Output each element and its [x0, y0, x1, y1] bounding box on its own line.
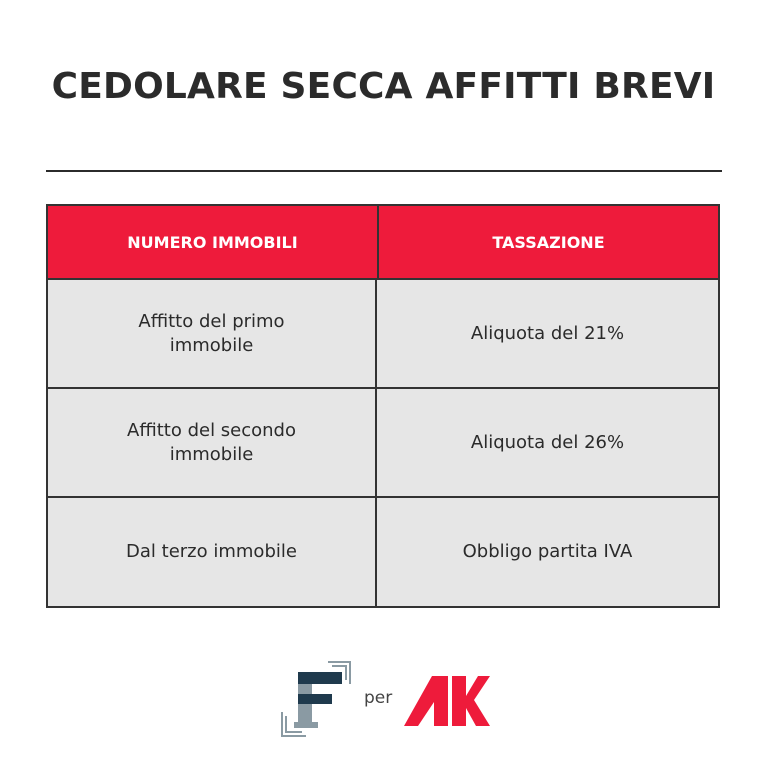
table-row — [48, 389, 718, 498]
tax-table — [46, 204, 720, 608]
cell-immobili-line1: Affitto del secondo — [127, 419, 296, 441]
table-header-row — [48, 206, 718, 280]
header-tassazione: TASSAZIONE — [492, 232, 605, 252]
footer-logos — [0, 650, 767, 750]
cell-immobili — [48, 498, 377, 606]
ak-logo-icon — [404, 672, 490, 728]
cell-immobili-line1: Dal terzo immobile — [126, 541, 297, 562]
header-numero-immobili: NUMERO IMMOBILI — [48, 206, 379, 278]
title-divider — [46, 170, 722, 172]
table-row — [48, 498, 718, 606]
cell-tassazione: Obbligo partita IVA — [462, 541, 633, 562]
cell-immobili — [48, 280, 377, 387]
f-logo-icon — [278, 656, 354, 740]
cell-immobili-line2: immobile — [169, 443, 254, 465]
cell-tassazione: Aliquota del 21% — [470, 322, 625, 344]
cell-immobili-line1: Affitto del primo — [138, 310, 285, 332]
cell-immobili — [48, 389, 377, 496]
per-connector: per — [364, 688, 393, 708]
cell-immobili-line2: immobile — [169, 334, 254, 356]
table-row — [48, 280, 718, 389]
page-title: CEDOLARE SECCA AFFITTI BREVI — [51, 66, 716, 107]
cell-tassazione: Aliquota del 26% — [470, 431, 625, 453]
